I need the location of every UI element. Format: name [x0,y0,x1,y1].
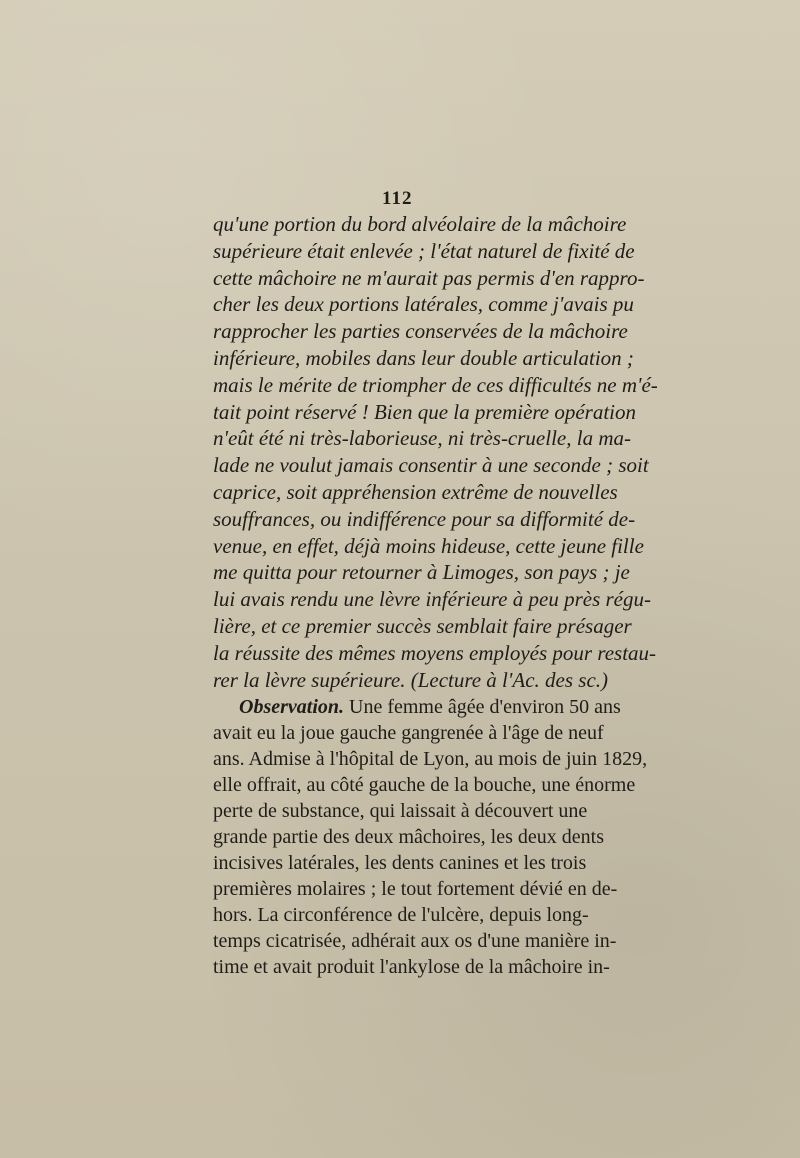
italic-paragraph [213,211,681,693]
page-number: 112 [382,188,413,209]
observation-first-line-text: Une femme âgée d'environ 50 ans [344,696,621,718]
text-line: avait eu la joue gauche gangrenée à l'âge de neuf [213,722,604,744]
text-line: incisives latérales, les dents canines et les trois [213,852,587,874]
text-line: lade ne voulut jamais consentir à une seconde ; soit [213,453,649,478]
text-line: lui avais rendu une lèvre inférieure à peu près régu- [213,587,651,612]
observation-heading: Observation. [239,696,344,718]
text-line: elle offrait, au côté gauche de la bouche, une énorme [213,774,636,796]
text-line: caprice, soit appréhension extrême de nouvelles [213,479,618,504]
text-line: lière, et ce premier succès semblait faire présager [213,613,632,638]
text-line: rapprocher les parties conservées de la mâchoire [213,319,628,344]
text-line: qu'une portion du bord alvéolaire de la mâchoire [213,212,627,236]
text-line: n'eût été ni très-laborieuse, ni très-cruelle, la ma- [213,426,631,451]
text-line: rer la lèvre supérieure. (Lecture à l'Ac. des sc.) [213,667,609,692]
text-line: inférieure, mobiles dans leur double articulation ; [213,345,634,370]
text-line: cher les deux portions latérales, comme j'avais pu [213,292,634,317]
text-line: time et avait produit l'ankylose de la mâchoire in- [213,956,610,978]
text-line: mais le mérite de triompher de ces difficultés ne m'é- [213,372,658,397]
text-line: me quitta pour retourner à Limoges, son pays ; je [213,560,630,585]
text-line: supérieure était enlevée ; l'état naturel de fixité de [213,238,635,263]
text-line: temps cicatrisée, adhérait aux os d'une manière in- [213,930,617,952]
text-line: souffrances, ou indifférence pour sa difformité de- [213,506,636,531]
text-line: ans. Admise à l'hôpital de Lyon, au mois de juin 1829, [213,748,648,770]
observation-first-line [213,694,681,720]
text-line: premières molaires ; le tout fortement dévié en de- [213,878,618,900]
text-line: perte de substance, qui laissait à découvert une [213,800,588,822]
text-line: la réussite des mêmes moyens employés pour restau- [213,640,657,665]
text-line: cette mâchoire ne m'aurait pas permis d'en rappro- [213,265,645,290]
observation-paragraph [213,694,681,980]
text-line: venue, en effet, déjà moins hideuse, cette jeune fille [213,533,644,558]
text-line: hors. La circonférence de l'ulcère, depuis long- [213,904,589,926]
text-line: grande partie des deux mâchoires, les deux dents [213,826,604,848]
text-line: tait point réservé ! Bien que la première opération [213,399,637,424]
